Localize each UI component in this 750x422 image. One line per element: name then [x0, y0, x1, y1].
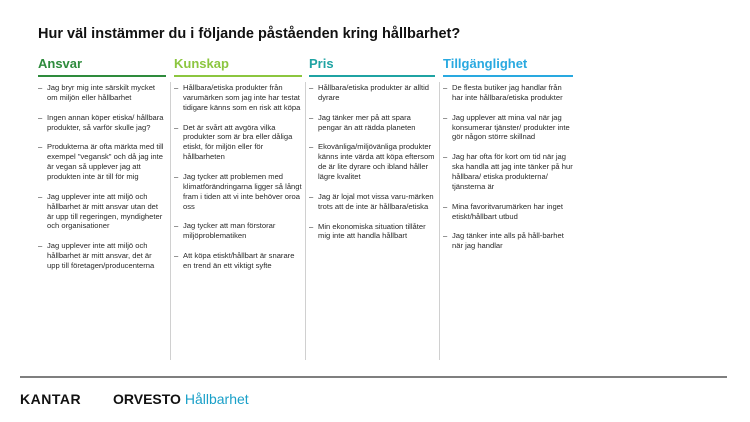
column-ansvar [38, 56, 166, 281]
column-divider [170, 82, 171, 360]
statement-item: – Jag upplever inte att miljö och hållbarhet är mitt ansvar, det är upp till företagen/producenterna [38, 241, 166, 271]
column-heading: Tillgänglighet [443, 56, 528, 71]
statement-item: – Mina favoritvarumärken har inget etiskt/hållbart utbud [443, 202, 573, 222]
column-heading: Kunskap [174, 56, 229, 71]
column-heading: Pris [309, 56, 334, 71]
column-rule [174, 75, 302, 77]
statement-item: – Jag tycker att problemen med klimatförändringarna ligger så långt fram i tiden att vi inte behöver oroa oss [174, 172, 302, 211]
footer-rule [20, 376, 727, 378]
page-title: Hur väl instämmer du i följande påståenden kring hållbarhet? [38, 26, 461, 42]
statement-item: – Att köpa etiskt/hållbart är snarare en trend än ett viktigt syfte [174, 251, 302, 271]
statement-item: – Jag upplever att mina val när jag konsumerar tjänster/ produkter inte gör någon större skillnad [443, 113, 573, 143]
statement-list [174, 83, 302, 271]
statement-item: – Jag bryr mig inte särskilt mycket om miljön eller hållbarhet [38, 83, 166, 103]
column-rule [309, 75, 435, 77]
column-divider [305, 82, 306, 360]
column-pris [309, 56, 435, 251]
statement-item: – Ekovänliga/miljövänliga produkter känns inte värda att köpa eftersom de är lite dyrare och ibland håller lägre kvalitet [309, 142, 435, 181]
statement-item: – Hållbara/etiska produkter från varumärken som jag inte har testat tidigare känns som en risk att köpa [174, 83, 302, 113]
column-kunskap [174, 56, 302, 281]
column-rule [38, 75, 166, 77]
statement-item: – Jag upplever inte att miljö och hållbarhet är mitt ansvar utan det är upp till regeringen, myndigheter och organisationer [38, 192, 166, 231]
statement-list [38, 83, 166, 271]
statement-item: – Ingen annan köper etiska/ hållbara produkter, så varför skulle jag? [38, 113, 166, 133]
statement-item: – Jag tänker inte alls på håll-barhet när jag handlar [443, 231, 573, 251]
orvesto-subtitle: Hållbarhet [184, 391, 249, 407]
statement-list [443, 83, 573, 251]
column-divider [439, 82, 440, 360]
statement-item: – Jag är lojal mot vissa varu-märken trots att de inte är hållbara/etiska [309, 192, 435, 212]
statement-item: – Jag tänker mer på att spara pengar än att rädda planeten [309, 113, 435, 133]
column-rule [443, 75, 573, 77]
orvesto-logo [113, 391, 249, 407]
statement-item: – Min ekonomiska situation tillåter mig inte att handla hållbart [309, 222, 435, 242]
column-heading: Ansvar [38, 56, 83, 71]
statement-item: – Produkterna är ofta märkta med till exempel "vegansk" och då jag inte är vegan så upplever jag att produkten inte är till för mig [38, 142, 166, 181]
statement-item: – Hållbara/etiska produkter är alltid dyrare [309, 83, 435, 103]
statement-item: – Jag har ofta för kort om tid när jag ska handla att jag inte tänker på hur hållbara/ etiska produkterna/ tjänsterna är [443, 152, 573, 191]
column-tillganglighet [443, 56, 573, 261]
statement-list [309, 83, 435, 241]
statement-item: – De flesta butiker jag handlar från har inte hållbara/etiska produkter [443, 83, 573, 103]
kantar-logo: KANTAR [20, 391, 82, 407]
orvesto-wordmark: ORVESTO [113, 391, 181, 407]
statement-item: – Det är svårt att avgöra vilka produkter som är bra eller dåliga etiskt, för miljön eller för hållbarheten [174, 123, 302, 162]
statement-item: – Jag tycker att man förstorar miljöproblematiken [174, 221, 302, 241]
